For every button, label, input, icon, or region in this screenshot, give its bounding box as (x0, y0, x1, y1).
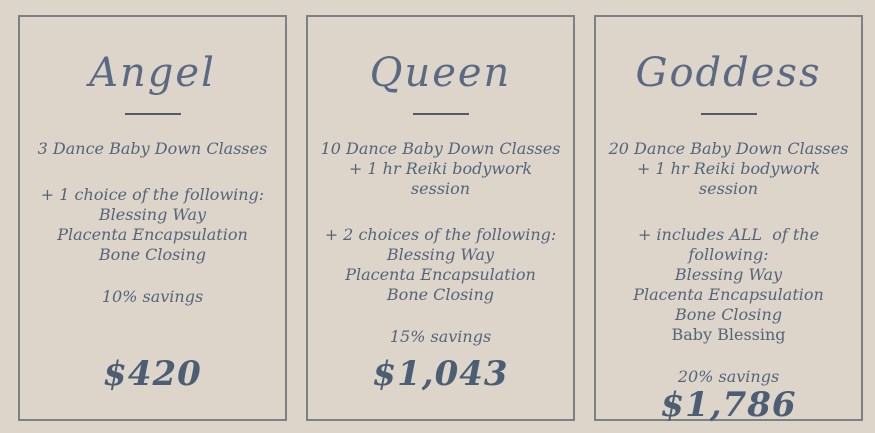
choice-item: Blessing Way (98, 205, 207, 224)
include-line: 20 Dance Baby Down Classes (608, 139, 849, 158)
choice-item: Bone Closing (98, 245, 207, 264)
include-line: 3 Dance Baby Down Classes (37, 139, 268, 158)
choice-item: Placenta Encapsulation (345, 265, 536, 284)
choices-header: + includes ALL of the following: (637, 225, 825, 264)
pricing-card-angel (18, 15, 287, 421)
choice-item-baby-blessing: Baby Blessing (671, 325, 786, 344)
choice-item: Placenta Encapsulation (633, 285, 824, 304)
choices-header: + 2 choices of the following: (324, 225, 557, 244)
price-label: $420 (103, 353, 202, 394)
choice-item: Bone Closing (674, 305, 783, 324)
card-title-goddess: Goddess (635, 50, 822, 96)
includes-list (38, 139, 268, 159)
includes-list (318, 139, 563, 199)
price-label: $1,043 (372, 353, 509, 394)
include-line: 10 Dance Baby Down Classes (320, 139, 561, 158)
title-divider (701, 113, 757, 115)
card-title-angel: Angel (89, 50, 216, 96)
card-title-queen: Queen (369, 50, 512, 96)
include-line: + 1 hr Reiki bodywork session (348, 159, 533, 198)
pricing-card-queen (306, 15, 575, 421)
includes-list (606, 139, 851, 199)
choice-item: Blessing Way (674, 265, 783, 284)
title-divider (125, 113, 181, 115)
choices-block (606, 225, 851, 345)
choice-item: Placenta Encapsulation (57, 225, 248, 244)
price-label: $1,786 (660, 385, 797, 425)
savings-label: 20% savings (677, 367, 780, 386)
include-line: + 1 hr Reiki bodywork session (636, 159, 821, 198)
choice-item: Bone Closing (386, 285, 495, 304)
savings-label: 15% savings (389, 327, 492, 346)
choice-item: Blessing Way (386, 245, 495, 264)
choices-block (41, 185, 264, 265)
choices-block (325, 225, 557, 305)
savings-label: 10% savings (101, 287, 204, 306)
choices-header: + 1 choice of the following: (40, 185, 265, 204)
title-divider (413, 113, 469, 115)
pricing-card-goddess (594, 15, 863, 425)
